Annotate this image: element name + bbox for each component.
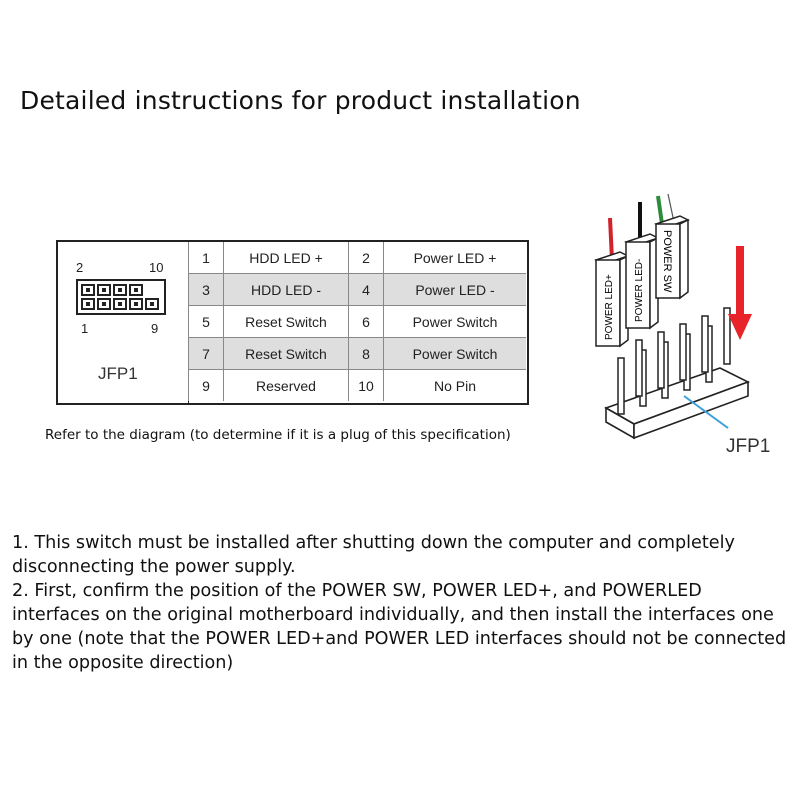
diagram-caption: Refer to the diagram (to determine if it is a plug of this specification): [45, 427, 511, 443]
connector-power-led-minus: [626, 234, 658, 328]
pin-function-table: [188, 242, 526, 401]
pin-number: 4: [349, 274, 384, 306]
header-pin-grid: [76, 279, 166, 315]
wire-green: [658, 196, 662, 224]
table-row: [189, 306, 527, 338]
installation-instructions: [12, 531, 792, 675]
pin-number: 1: [189, 242, 224, 274]
table-row: [189, 370, 527, 402]
header-num-top-left: 2: [76, 260, 84, 275]
pin-number: 6: [349, 306, 384, 338]
instruction-step: 2. First, confirm the position of the POWER SW, POWER LED+, and POWERLED interfaces on the original motherboard individually, and then install the interfaces one by one (note that the POWER LED+and POWER LED interfaces should not be connected in the opposite direction): [12, 581, 787, 673]
pin-number: 9: [189, 370, 224, 402]
pin-function: Reset Switch: [224, 338, 349, 370]
page-title: Detailed instructions for product installation: [20, 86, 581, 115]
wire-red: [610, 218, 612, 260]
connector-power-sw: [656, 216, 688, 298]
pin-function: Power LED +: [384, 242, 527, 274]
pin-function: Reserved: [224, 370, 349, 402]
pin-number: 7: [189, 338, 224, 370]
pin-function: HDD LED +: [224, 242, 349, 274]
pin-number: 2: [349, 242, 384, 274]
table-row: [189, 274, 527, 306]
header-num-bottom-left: 1: [81, 321, 89, 336]
pinout-table: [56, 240, 529, 405]
header-num-top-right: 10: [149, 260, 164, 275]
table-row: [189, 338, 527, 370]
header-illustration: [58, 242, 189, 403]
pin-function: No Pin: [384, 370, 527, 402]
pin-number: 5: [189, 306, 224, 338]
table-row: [189, 242, 527, 274]
jfp1-label: JFP1: [726, 436, 771, 457]
pin-number: 8: [349, 338, 384, 370]
pin-function: Power Switch: [384, 306, 527, 338]
pin-function: Power LED -: [384, 274, 527, 306]
pin-function: Reset Switch: [224, 306, 349, 338]
connector3-label: POWER SW: [661, 230, 673, 293]
instruction-step: 1. This switch must be installed after shutting down the computer and completely disconnecting the power supply.: [12, 533, 735, 577]
header-label: JFP1: [98, 364, 138, 383]
pin-function: HDD LED -: [224, 274, 349, 306]
connector-power-led-plus: [596, 252, 628, 346]
pin-function: Power Switch: [384, 338, 527, 370]
down-arrow-icon: [728, 246, 752, 340]
connector2-label: POWER LED-: [634, 258, 645, 322]
connector-diagram: [580, 190, 790, 474]
pin-number: 10: [349, 370, 384, 402]
connector1-label: POWER LED+: [604, 274, 615, 340]
pin-number: 3: [189, 274, 224, 306]
header-num-bottom-right: 9: [151, 321, 159, 336]
